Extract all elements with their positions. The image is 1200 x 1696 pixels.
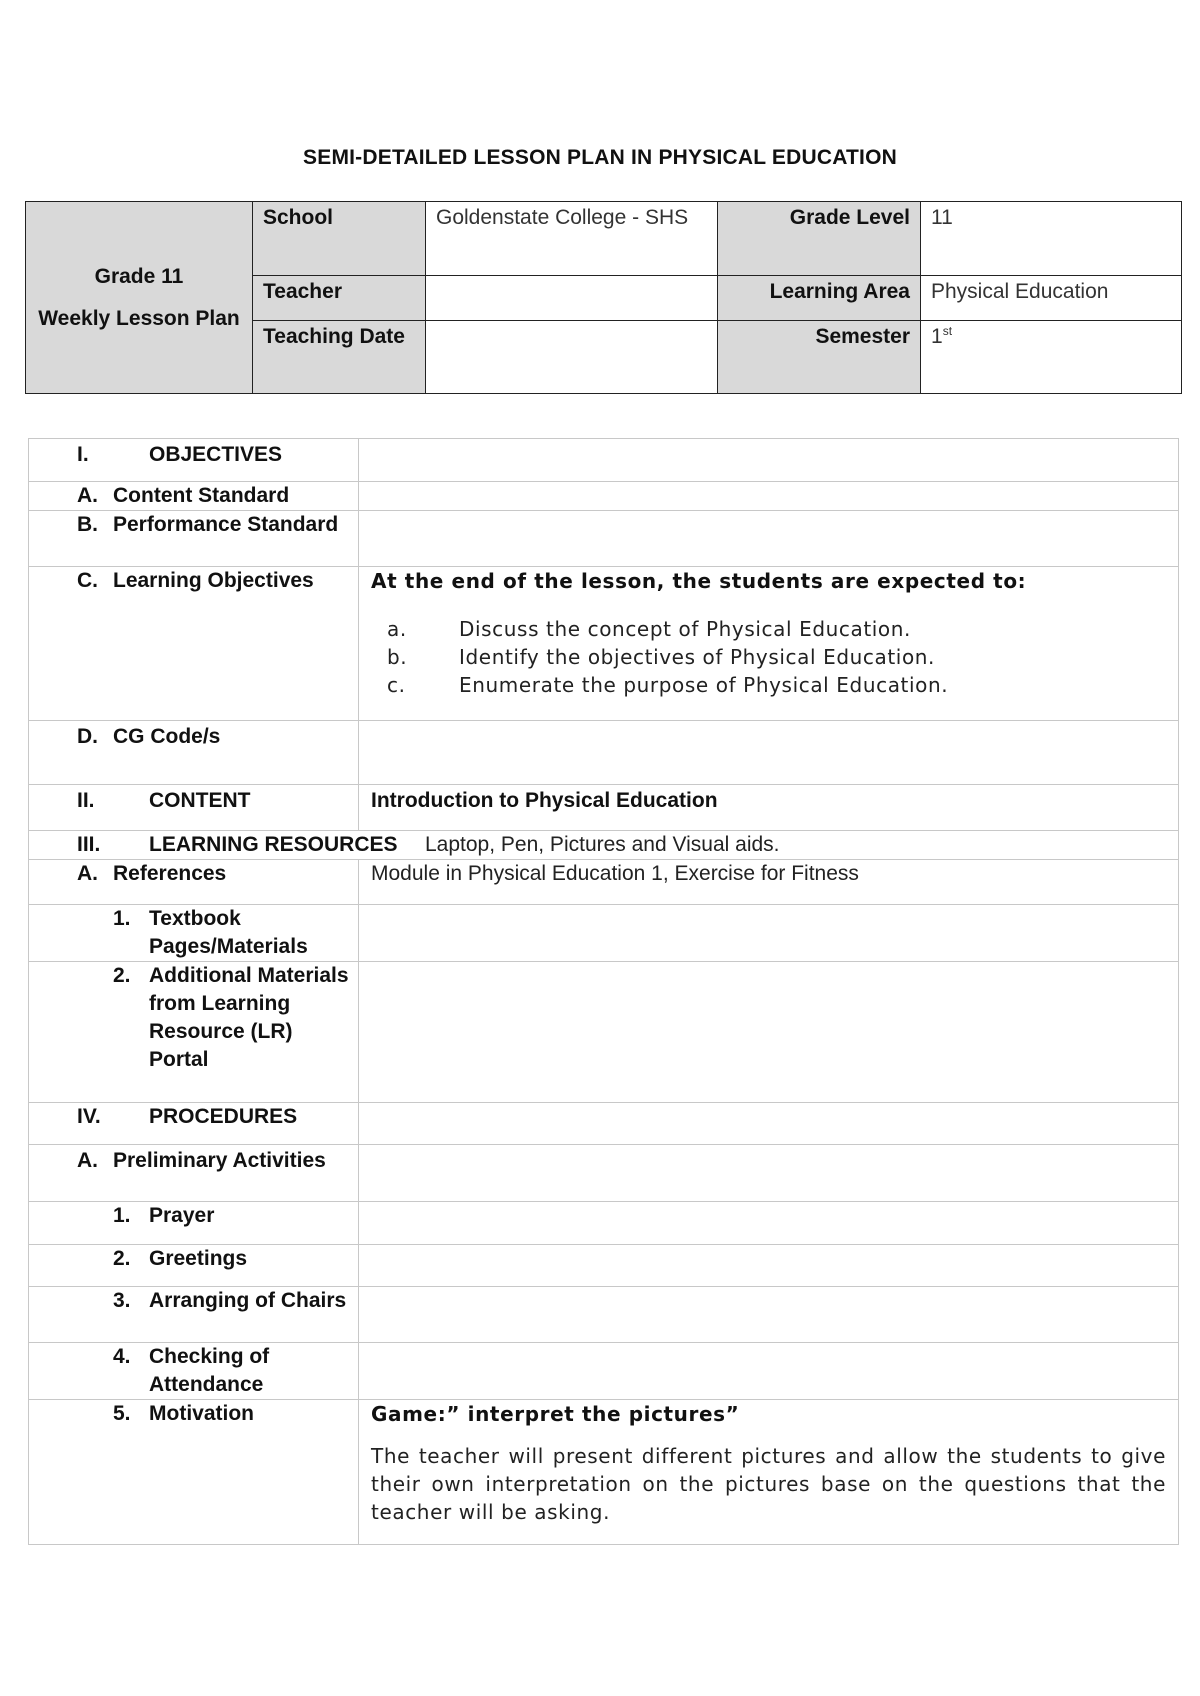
item-letter: A.	[77, 1149, 98, 1172]
teaching-date-value	[426, 321, 718, 394]
learning-area-value: Physical Education	[921, 276, 1182, 321]
objective-text: Identify the objectives of Physical Education.	[459, 645, 936, 669]
semester-label: Semester	[718, 321, 921, 394]
performance-standard-label: Performance Standard	[113, 513, 339, 536]
motivation-description: The teacher will present different pictures and allow the students to give their own interpretation on the pictures base on the questions that the teacher will be asking.	[371, 1444, 1166, 1524]
plan-grade: Grade 11	[94, 264, 184, 288]
references-value: Module in Physical Education 1, Exercise for Fitness	[371, 862, 859, 885]
item-letter: A.	[77, 862, 98, 885]
attendance-label: Checking of Attendance	[149, 1345, 270, 1396]
plan-type-cell	[26, 202, 253, 394]
table-row	[29, 1202, 1179, 1245]
section-number: IV.	[77, 1105, 101, 1128]
item-number: 2.	[113, 964, 131, 987]
list-item	[371, 615, 1166, 643]
grade-level-label: Grade Level	[718, 202, 921, 276]
table-row	[29, 1245, 1179, 1287]
table-row	[29, 1145, 1179, 1202]
content-value: Introduction to Physical Education	[371, 789, 718, 812]
item-letter: B.	[77, 513, 98, 536]
list-item	[371, 671, 1166, 699]
item-number: 5.	[113, 1402, 131, 1425]
semester-suffix: st	[942, 324, 953, 338]
item-number: 2.	[113, 1247, 131, 1270]
content-standard-label: Content Standard	[113, 484, 290, 507]
learning-area-label: Learning Area	[718, 276, 921, 321]
table-row	[29, 831, 1179, 860]
teaching-date-label: Teaching Date	[253, 321, 426, 394]
lesson-plan-table	[28, 438, 1179, 1545]
cg-code-label: CG Code/s	[113, 725, 221, 748]
semester-value	[921, 321, 1182, 394]
table-row	[29, 860, 1179, 905]
table-row	[29, 1343, 1179, 1400]
page-title: SEMI-DETAILED LESSON PLAN IN PHYSICAL EDUCATION	[303, 146, 897, 169]
school-label: School	[253, 202, 426, 276]
motivation-label: Motivation	[149, 1402, 254, 1425]
greetings-label: Greetings	[149, 1247, 248, 1270]
motivation-game: Game:” interpret the pictures”	[371, 1402, 740, 1426]
table-row	[29, 905, 1179, 962]
section-learning-resources: LEARNING RESOURCES	[149, 833, 398, 856]
item-letter: A.	[77, 484, 98, 507]
header-table	[25, 201, 1182, 394]
table-row	[29, 962, 1179, 1103]
textbook-label: Textbook Pages/Materials	[149, 907, 308, 958]
objectives-intro: At the end of the lesson, the students are expected to:	[371, 569, 1027, 593]
table-row	[29, 785, 1179, 831]
references-label: References	[113, 862, 227, 885]
teacher-label: Teacher	[253, 276, 426, 321]
item-number: 3.	[113, 1289, 131, 1312]
table-row	[29, 1287, 1179, 1343]
list-letter: a.	[387, 617, 407, 641]
semester-number: 1	[931, 325, 943, 348]
grade-level-value: 11	[921, 202, 1182, 276]
section-number: III.	[77, 833, 101, 856]
table-row	[29, 1400, 1179, 1545]
item-letter: D.	[77, 725, 98, 748]
section-objectives: OBJECTIVES	[149, 443, 283, 466]
plan-type: Weekly Lesson Plan	[38, 306, 240, 330]
table-row	[29, 721, 1179, 785]
list-letter: b.	[387, 645, 408, 669]
prayer-label: Prayer	[149, 1204, 215, 1227]
table-row	[29, 1103, 1179, 1145]
objective-text: Discuss the concept of Physical Education.	[459, 617, 912, 641]
list-item	[371, 643, 1166, 671]
table-row	[29, 482, 1179, 511]
table-row	[29, 439, 1179, 482]
section-procedures: PROCEDURES	[149, 1105, 298, 1128]
preliminary-label: Preliminary Activities	[113, 1149, 326, 1172]
section-number: I.	[77, 443, 89, 466]
additional-materials-label: Additional Materials from Learning Resource (LR) Portal	[149, 964, 349, 1071]
objectives-list	[371, 615, 1166, 699]
item-number: 1.	[113, 907, 131, 930]
school-value: Goldenstate College - SHS	[426, 202, 718, 276]
learning-objectives-label: Learning Objectives	[113, 569, 314, 592]
teacher-value	[426, 276, 718, 321]
learning-resources-value: Laptop, Pen, Pictures and Visual aids.	[425, 833, 780, 856]
item-number: 4.	[113, 1345, 131, 1368]
item-number: 1.	[113, 1204, 131, 1227]
item-letter: C.	[77, 569, 98, 592]
table-row	[29, 567, 1179, 721]
section-content: CONTENT	[149, 789, 251, 812]
list-letter: c.	[387, 673, 406, 697]
objective-text: Enumerate the purpose of Physical Education.	[459, 673, 949, 697]
section-number: II.	[77, 789, 95, 812]
arranging-chairs-label: Arranging of Chairs	[149, 1289, 347, 1312]
table-row	[29, 511, 1179, 567]
